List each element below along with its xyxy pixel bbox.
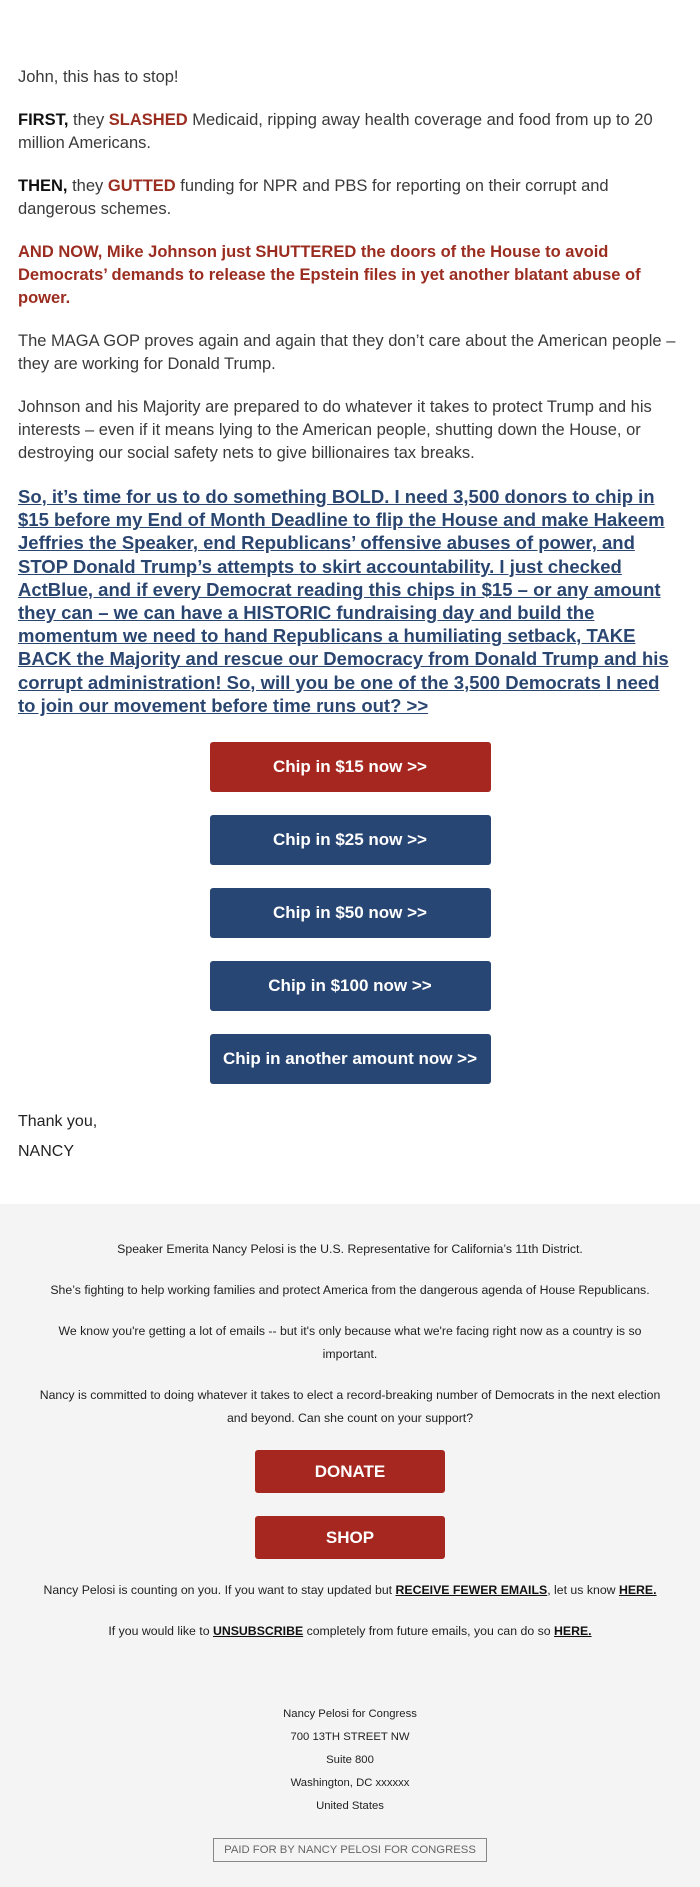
paid-for-disclaimer: PAID FOR BY NANCY PELOSI FOR CONGRESS — [213, 1838, 487, 1862]
signature: NANCY — [18, 1143, 75, 1161]
fewer-emails-here-link[interactable]: HERE. — [618, 1583, 657, 1597]
closing: Thank you, — [18, 1113, 98, 1131]
chip-25-button[interactable]: Chip in $25 now >> — [210, 815, 491, 865]
address-line: Washington, DC xxxxxx — [290, 1777, 410, 1789]
donate-button[interactable]: DONATE — [255, 1450, 445, 1493]
para2-mid: they — [67, 177, 108, 195]
footer-line-2: She’s fighting to help working families and protect America from the dangerous agenda of House Republicans. — [50, 1283, 650, 1297]
fewer-pre: Nancy Pelosi is counting on you. If you want to stay updated but — [43, 1583, 396, 1597]
verb-slashed: SLASHED — [108, 111, 188, 129]
unsub-mid: completely from future emails, you can do so — [303, 1624, 554, 1638]
para1-rest: Medicaid, ripping away health coverage and food from up to 20 million Americans. — [18, 111, 653, 152]
paragraph-maga: The MAGA GOP proves again and again that they don’t care about the American people – they are working for Donald Trump. — [18, 332, 676, 373]
verb-gutted: GUTTED — [107, 177, 176, 195]
paragraph-first — [18, 109, 682, 155]
paragraph-and-now: AND NOW, Mike Johnson just SHUTTERED the doors of the House to avoid Democrats’ demands to release the Epstein files in yet another blatant abuse of power. — [18, 243, 641, 307]
unsubscribe-here-link[interactable]: HERE. — [554, 1624, 592, 1638]
receive-fewer-emails-link[interactable]: RECEIVE FEWER EMAILS — [395, 1583, 548, 1597]
address-line: Nancy Pelosi for Congress — [283, 1708, 417, 1720]
paragraph-johnson: Johnson and his Majority are prepared to do whatever it takes to protect Trump and his interests – even if it means lying to the American people, shutting down the House, or destroying our social safety nets to give billionaires tax breaks. — [18, 398, 652, 462]
address-line: 700 13TH STREET NW — [290, 1731, 410, 1743]
footer — [0, 1204, 700, 1887]
footer-line-3: We know you're getting a lot of emails -- but it's only because what we're facing right now as a country is so important. — [58, 1324, 642, 1361]
donation-appeal-link[interactable]: So, it’s time for us to do something BOLD. I need 3,500 donors to chip in $15 before my End of Month Deadline to flip the House and make Hakeem Jeffries the Speaker, end Republicans’ offensive abuses of power, and STOP Donald Trump’s attempts to skirt accountability. I just checked ActBlue, and if every Democrat reading this chips in $15 – or any amount they can – we can have a HISTORIC fundraising day and build the momentum we need to hand Republicans a humiliating setback, TAKE BACK the Majority and rescue our Democracy from Donald Trump and his corrupt administration! So, will you be one of the 3,500 Democrats I need to join our movement before time runs out? >> — [18, 486, 669, 716]
paragraph-then — [18, 175, 682, 221]
sign-off — [18, 1107, 682, 1167]
footer-line-1: Speaker Emerita Nancy Pelosi is the U.S. Representative for California’s 11th District. — [117, 1242, 583, 1256]
lead-then: THEN, — [18, 177, 68, 195]
unsubscribe-link[interactable]: UNSUBSCRIBE — [212, 1624, 304, 1638]
fewer-emails-line — [0, 1579, 700, 1602]
shop-button[interactable]: SHOP — [255, 1516, 445, 1559]
unsubscribe-line — [0, 1620, 700, 1643]
para1-mid: they — [68, 111, 109, 129]
chip-50-button[interactable]: Chip in $50 now >> — [210, 888, 491, 938]
donation-buttons — [18, 742, 682, 1107]
unsub-pre: If you would like to — [108, 1624, 213, 1638]
chip-other-button[interactable]: Chip in another amount now >> — [210, 1034, 491, 1084]
greeting: John, this has to stop! — [18, 68, 179, 86]
fewer-mid: , let us know — [547, 1583, 619, 1597]
mailing-address — [0, 1703, 700, 1818]
chip-100-button[interactable]: Chip in $100 now >> — [210, 961, 491, 1011]
footer-line-4: Nancy is committed to doing whatever it takes to elect a record-breaking number of Democrats in the next election and beyond. Can she count on your support? — [39, 1388, 661, 1425]
address-line: United States — [316, 1800, 384, 1812]
lead-first: FIRST, — [18, 111, 69, 129]
chip-15-button[interactable]: Chip in $15 now >> — [210, 742, 491, 792]
para2-rest: funding for NPR and PBS for reporting on their corrupt and dangerous schemes. — [18, 177, 609, 218]
address-line: Suite 800 — [326, 1754, 374, 1766]
